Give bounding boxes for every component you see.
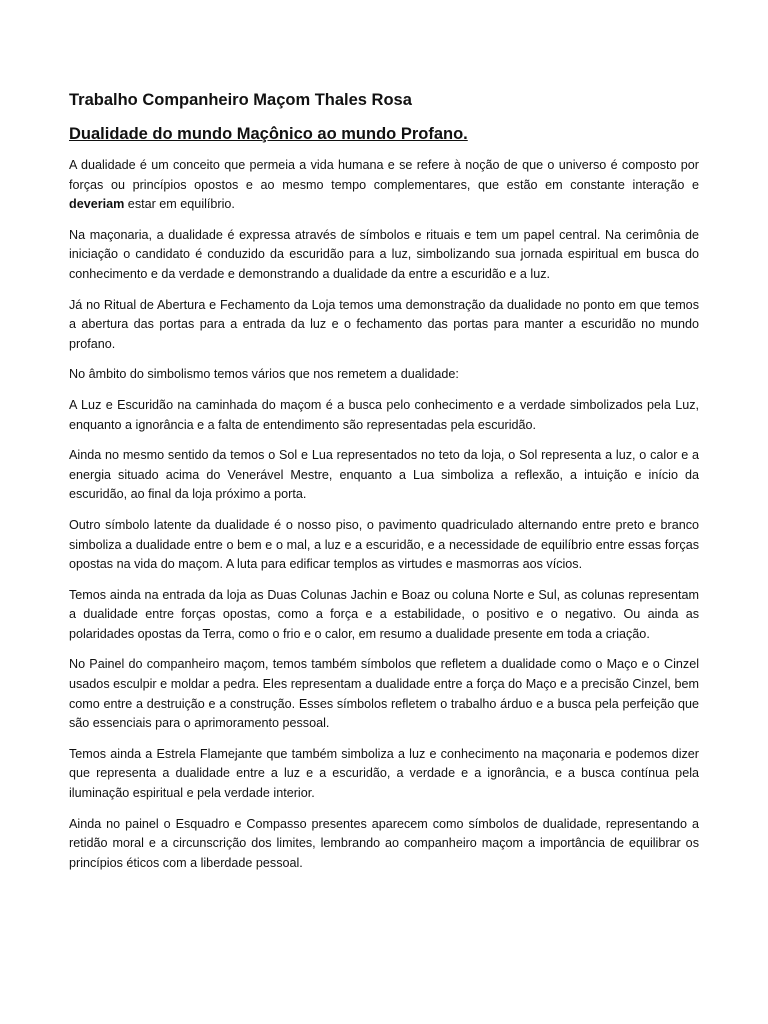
paragraph-1-bold-word: deveriam — [69, 197, 125, 212]
paragraph-2: Na maçonaria, a dualidade é expressa através de símbolos e rituais e tem um papel central. Na cerimônia de iniciação o candidato é conduzido da escuridão para a luz, simbolizando sua jornada espiritual em busca do conhecimento e da verdade e demonstrando a dualidade da entre a escuridão e a luz. — [69, 227, 699, 281]
paragraph-3: Já no Ritual de Abertura e Fechamento da Loja temos uma demonstração da dualidade no ponto em que temos a abertura das portas para a entrada da luz e o fechamento das portas para manter a escuridão no mundo profano. — [69, 297, 699, 351]
paragraph-8: Temos ainda na entrada da loja as Duas Colunas Jachin e Boaz ou coluna Norte e Sul, as colunas representam a dualidade entre forças opostas, como a força e a estabilidade, o positivo e o negativo. Ou ainda as polaridades opostas da Terra, como o frio e o calor, em resumo a dualidade presente em toda a criação. — [69, 587, 699, 641]
document-page — [69, 88, 699, 884]
paragraph-10: Temos ainda a Estrela Flamejante que também simboliza a luz e conhecimento na maçonaria e podemos dizer que representa a dualidade entre a luz e a escuridão, a verdade e a ignorância, e a busca contínua pela iluminação espiritual e pela verdade interior. — [69, 746, 699, 801]
document-subtitle: Dualidade do mundo Maçônico ao mundo Profano. — [69, 125, 468, 143]
document-title: Trabalho Companheiro Maçom Thales Rosa — [69, 91, 412, 109]
paragraph-1-text-end: estar em equilíbrio. — [124, 197, 235, 212]
paragraph-7: Outro símbolo latente da dualidade é o nosso piso, o pavimento quadriculado alternando entre preto e branco simboliza a dualidade entre o bem e o mal, a luz e a escuridão, e a necessidade de equilíbrio entre essas forças opostas na vida do maçom. A luta para edificar templos as virtudes e masmorras aos vícios. — [69, 517, 699, 572]
paragraph-4: No âmbito do simbolismo temos vários que nos remetem a dualidade: — [69, 367, 459, 382]
paragraph-6: Ainda no mesmo sentido da temos o Sol e Lua representados no teto da loja, o Sol representa a luz, o calor e a energia situado acima do Venerável Mestre, enquanto a Lua simboliza a reflexão, a intuição e início da escuridão, ao final da loja próximo a porta. — [69, 448, 699, 502]
paragraph-9: No Painel do companheiro maçom, temos também símbolos que refletem a dualidade como o Maço e o Cinzel usados esculpir e moldar a pedra. Eles representam a dualidade entre a força do Maço e a precisão Cinzel, bem como entre a destruição e a construção. Esses símbolos refletem o trabalho árduo e a busca pela perfeição que são essenciais para o aprimoramento pessoal. — [69, 657, 699, 731]
paragraph-1-text-start: A dualidade é um conceito que permeia a vida humana e se refere à noção de que o universo é composto por forças ou princípios opostos e ao mesmo tempo complementares, que estão em constante interação e — [69, 158, 699, 192]
paragraph-1 — [69, 156, 699, 215]
paragraph-11: Ainda no painel o Esquadro e Compasso presentes aparecem como símbolos de dualidade, representando a retidão moral e a circunscrição dos limites, lembrando ao companheiro maçom a importância de equilibrar os princípios éticos com a liberdade pessoal. — [69, 816, 699, 870]
paragraph-5: A Luz e Escuridão na caminhada do maçom é a busca pelo conhecimento e a verdade simbolizados pela Luz, enquanto a ignorância e a falta de entendimento são representadas pela escuridão. — [69, 397, 699, 432]
